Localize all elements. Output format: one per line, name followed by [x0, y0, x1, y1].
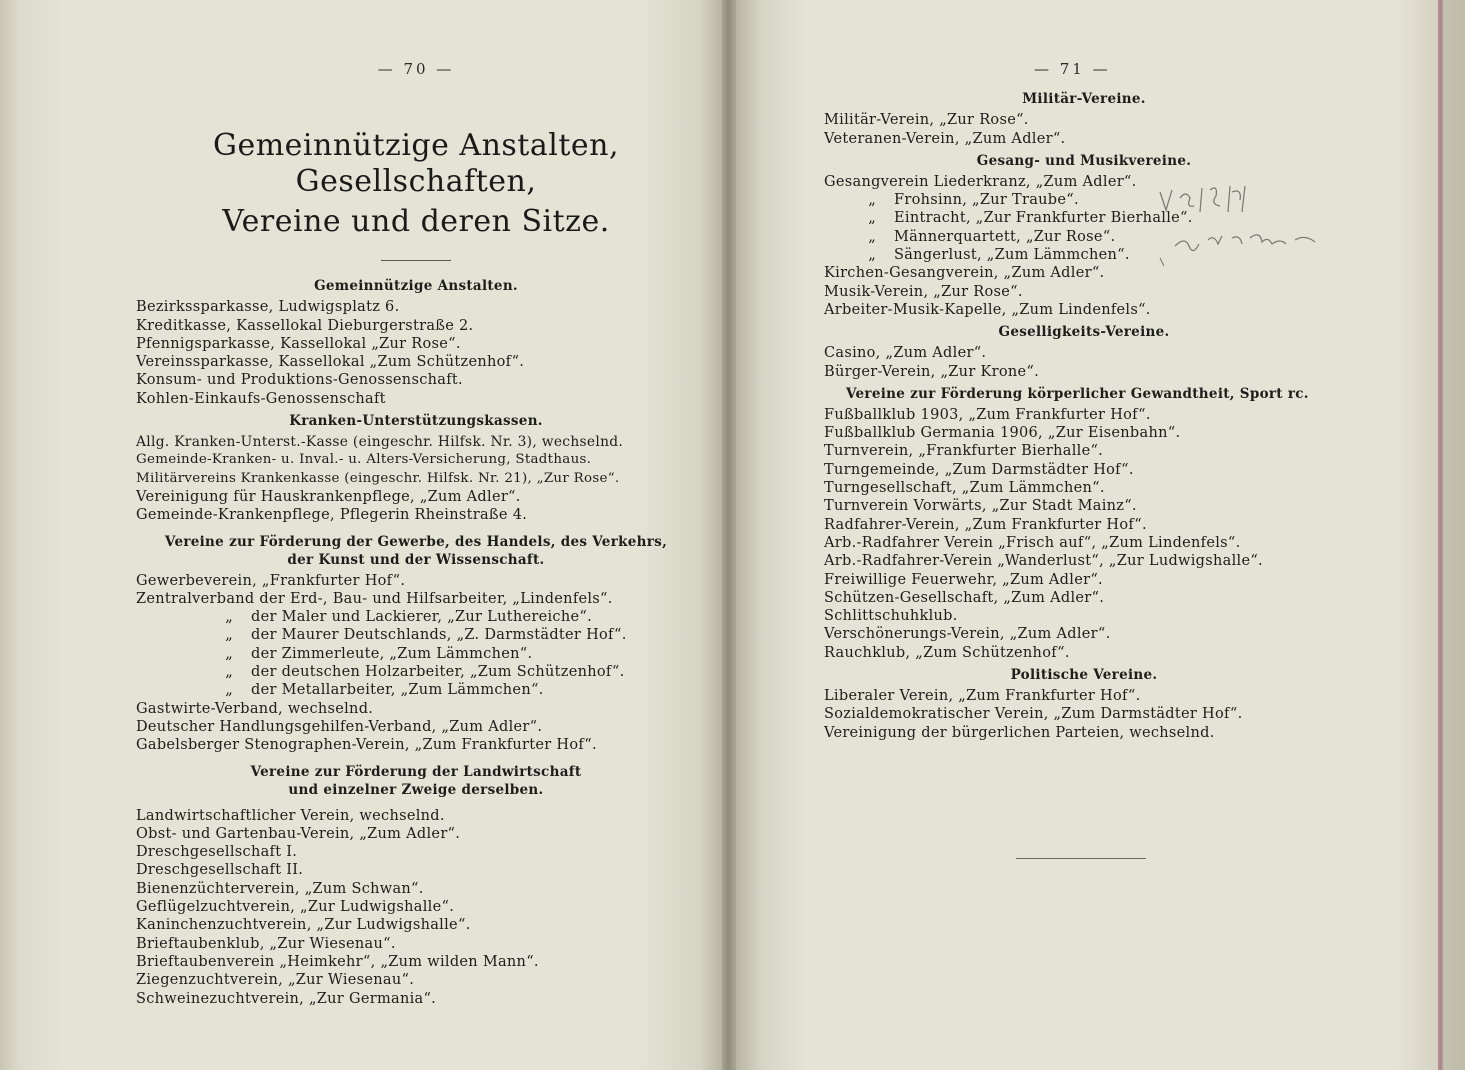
section-heading: Militär-Vereine. [1022, 91, 1146, 108]
end-divider [1016, 858, 1146, 859]
section-heading: Politische Vereine. [1010, 667, 1158, 684]
list-item: Schlittschuhklub. [824, 608, 958, 625]
section-list [136, 298, 696, 408]
list-item: Casino, „Zum Adler“. [824, 345, 987, 362]
list-item: Turngesellschaft, „Zum Lämmchen“. [824, 480, 1105, 497]
ditto-mark: „ [225, 682, 233, 699]
section-heading: Geselligkeits-Vereine. [998, 324, 1170, 341]
ditto-mark: „ [225, 664, 233, 681]
list-item: Kreditkasse, Kassellokal Dieburgerstraße 2. [136, 317, 474, 334]
list-item: Militär-Verein, „Zur Rose“. [824, 112, 1029, 129]
list-item: Geflügelzuchtverein, „Zur Ludwigshalle“. [136, 899, 455, 916]
list-item: Vereinigung der bürgerlichen Parteien, wechselnd. [824, 724, 1215, 741]
list-item: „ Eintracht, „Zur Frankfurter Bierhalle“. [824, 209, 1344, 227]
section-list [136, 807, 696, 1008]
section-list [824, 406, 1344, 662]
list-item: Gabelsberger Stenographen-Verein, „Zum Frankfurter Hof“. [136, 737, 597, 754]
list-item: Verschönerungs-Verein, „Zum Adler“. [824, 626, 1111, 643]
list-item: Bezirkssparkasse, Ludwigsplatz 6. [136, 299, 400, 316]
page-title-line2: Vereine und deren Sitze. [222, 204, 610, 240]
list-item: Liberaler Verein, „Zum Frankfurter Hof“. [824, 688, 1141, 705]
list-item: „ der deutschen Holzarbeiter, „Zum Schützenhof“. [136, 663, 696, 681]
pencil-annotation [1120, 180, 1350, 280]
list-item: Vereinigung für Hauskrankenpflege, „Zum Adler“. [136, 488, 521, 505]
list-item: Gastwirte-Verband, wechselnd. [136, 700, 374, 717]
ditto-mark: „ [225, 609, 233, 626]
list-item: Turnverein Vorwärts, „Zur Stadt Mainz“. [824, 498, 1137, 515]
section-heading-cont: und einzelner Zweige derselben. [288, 781, 544, 798]
list-item: Kirchen-Gesangverein, „Zum Adler“. [824, 265, 1105, 282]
list-item: Sozialdemokratischer Verein, „Zum Darmstädter Hof“. [824, 706, 1243, 723]
ditto-mark: „ [868, 247, 876, 264]
list-item: Ziegenzuchtverein, „Zur Wiesenau“. [136, 972, 415, 989]
list-item: Deutscher Handlungsgehilfen-Verband, „Zum Adler“. [136, 718, 543, 735]
list-item: Schweinezuchtverein, „Zur Germania“. [136, 990, 437, 1007]
list-item: Obst- und Gartenbau-Verein, „Zum Adler“. [136, 825, 461, 842]
list-item: Kohlen-Einkaufs-Genossenschaft [136, 390, 386, 407]
list-item: Freiwillige Feuerwehr, „Zum Adler“. [824, 571, 1103, 588]
list-item: „ Sängerlust, „Zum Lämmchen“. [824, 246, 1344, 264]
section-heading: Gesang- und Musikvereine. [976, 152, 1192, 169]
right-page-content [824, 60, 1344, 742]
list-item: Dreschgesellschaft I. [136, 844, 298, 861]
ditto-mark: „ [868, 228, 876, 245]
list-item: Turngemeinde, „Zum Darmstädter Hof“. [824, 461, 1134, 478]
list-item: Gemeinde-Kranken- u. Inval.- u. Alters-Versicherung, Stadthaus. [136, 452, 592, 468]
list-item: Bürger-Verein, „Zur Krone“. [824, 363, 1039, 380]
list-item: Radfahrer-Verein, „Zum Frankfurter Hof“. [824, 516, 1147, 533]
list-item: Kaninchenzuchtverein, „Zur Ludwigshalle“. [136, 917, 471, 934]
list-item: Militärvereins Krankenkasse (eingeschr. Hilfsk. Nr. 21), „Zur Rose“. [136, 470, 620, 486]
list-item: Landwirtschaftlicher Verein, wechselnd. [136, 807, 445, 824]
section-heading: Kranken-Unterstützungskassen. [289, 413, 543, 430]
page-number-right: — 71 — [1034, 60, 1111, 78]
list-item: „ Frohsinn, „Zur Traube“. [824, 191, 1344, 209]
section-list [136, 572, 696, 755]
section-list [824, 111, 1344, 148]
section-list [824, 344, 1344, 381]
list-item: „ der Maler und Lackierer, „Zur Luthereiche“. [136, 608, 696, 626]
list-item: Musik-Verein, „Zur Rose“. [824, 283, 1023, 300]
list-item: Allg. Kranken-Unterst.-Kasse (eingeschr. Hilfsk. Nr. 3), wechselnd. [136, 434, 624, 451]
section-heading: Gemeinnützige Anstalten. [314, 278, 518, 295]
list-item: Gesangverein Liederkranz, „Zum Adler“. [824, 173, 1137, 190]
list-item: Fußballklub 1903, „Zum Frankfurter Hof“. [824, 406, 1151, 423]
title-divider [381, 260, 451, 261]
list-item: Turnverein, „Frankfurter Bierhalle“. [824, 443, 1104, 460]
page-number-left: — 70 — [377, 60, 455, 78]
page-title-line1: Gemeinnützige Anstalten, Gesellschaften, [212, 128, 619, 200]
list-item: Rauchklub, „Zum Schützenhof“. [824, 644, 1070, 661]
section-heading: Vereine zur Förderung körperlicher Gewandtheit, Sport rc. [846, 385, 1309, 402]
list-item: Brieftaubenverein „Heimkehr“, „Zum wilden Mann“. [136, 953, 539, 970]
list-item: „ Männerquartett, „Zur Rose“. [824, 228, 1344, 246]
list-item: Arbeiter-Musik-Kapelle, „Zum Lindenfels“. [824, 301, 1151, 318]
ditto-mark: „ [225, 627, 233, 644]
list-item: Zentralverband der Erd-, Bau- und Hilfsarbeiter, „Lindenfels“. [136, 590, 613, 607]
list-item: Schützen-Gesellschaft, „Zum Adler“. [824, 589, 1105, 606]
section-list [136, 433, 696, 524]
list-item: Veteranen-Verein, „Zum Adler“. [824, 130, 1066, 147]
section-heading-cont: der Kunst und der Wissenschaft. [287, 551, 545, 568]
list-item: „ der Zimmerleute, „Zum Lämmchen“. [136, 645, 696, 663]
section-list [824, 687, 1344, 742]
list-item: Pfennigsparkasse, Kassellokal „Zur Rose“. [136, 335, 461, 352]
left-page-content [136, 60, 696, 1008]
list-item: Arb.-Radfahrer Verein „Frisch auf“, „Zum Lindenfels“. [824, 534, 1241, 551]
ditto-mark: „ [868, 210, 876, 227]
ditto-mark: „ [868, 192, 876, 209]
list-item: Bienenzüchterverein, „Zum Schwan“. [136, 880, 424, 897]
list-item: Dreschgesellschaft II. [136, 862, 304, 879]
list-item: Gemeinde-Krankenpflege, Pflegerin Rheinstraße 4. [136, 507, 528, 524]
list-item: Vereinssparkasse, Kassellokal „Zum Schützenhof“. [136, 354, 525, 371]
list-item: Fußballklub Germania 1906, „Zur Eisenbahn“. [824, 425, 1181, 442]
list-item: Gewerbeverein, „Frankfurter Hof“. [136, 572, 406, 589]
section-heading: Vereine zur Förderung der Gewerbe, des Handels, des Verkehrs, [164, 533, 668, 550]
book-gutter [722, 0, 736, 1070]
list-item: Brieftaubenklub, „Zur Wiesenau“. [136, 935, 396, 952]
page-edge [1438, 0, 1465, 1070]
list-item: Arb.-Radfahrer-Verein „Wanderlust“, „Zur Ludwigshalle“. [824, 553, 1263, 570]
list-item: „ der Maurer Deutschlands, „Z. Darmstädter Hof“. [136, 626, 696, 644]
list-item: Konsum- und Produktions-Genossenschaft. [136, 372, 463, 389]
section-heading: Vereine zur Förderung der Landwirtschaft [250, 763, 582, 780]
ditto-mark: „ [225, 645, 233, 662]
list-item: „ der Metallarbeiter, „Zum Lämmchen“. [136, 681, 696, 699]
